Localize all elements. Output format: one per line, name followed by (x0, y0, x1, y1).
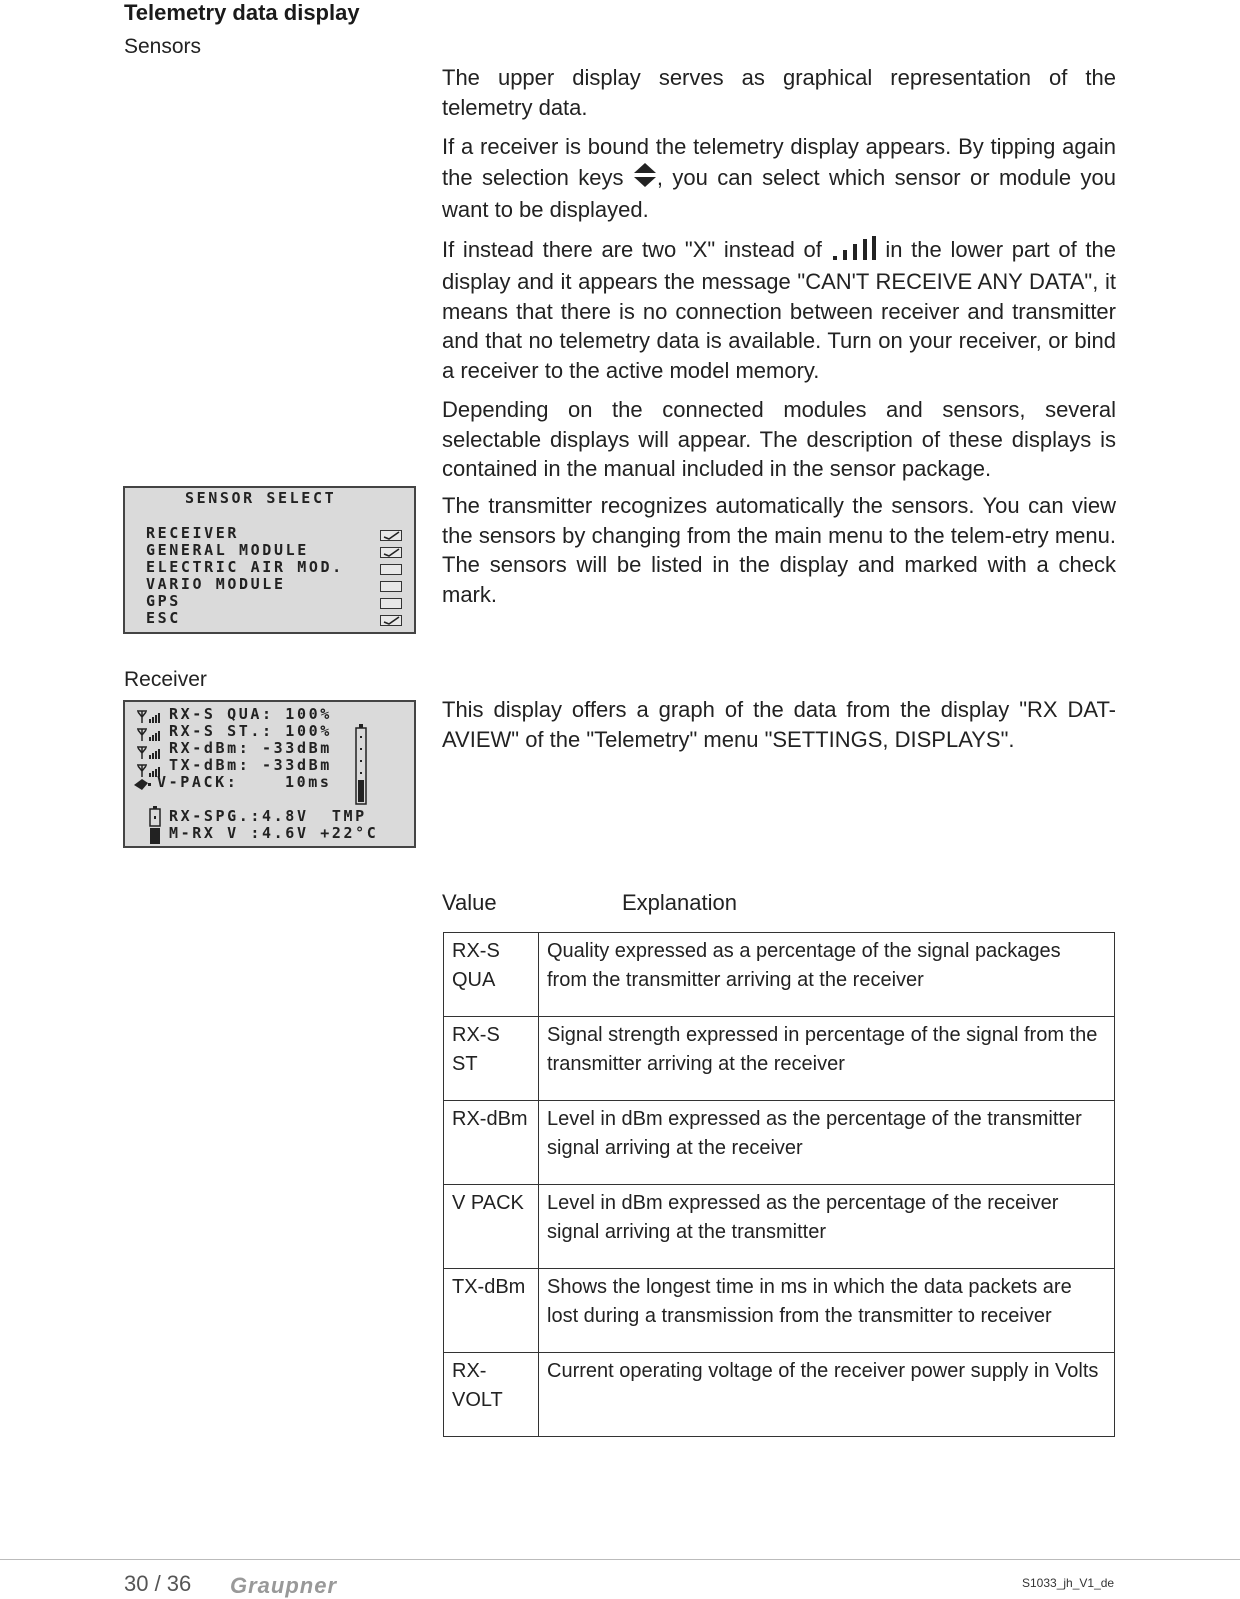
explanation-cell: Level in dBm expressed as the percentage of the receiver signal arriving at the transmitter (539, 1185, 1115, 1269)
sensor-item-label: ESC (146, 609, 181, 627)
receiver-line: TX-dBm: -33dBm (169, 756, 332, 774)
explanation-table (443, 932, 1115, 1437)
voltage-gauge-icon (149, 806, 161, 844)
table-header-explanation: Explanation (622, 890, 737, 915)
table-row (444, 1101, 1115, 1185)
sensor-checkbox (380, 581, 402, 592)
footer-divider (0, 1559, 1240, 1560)
explanation-cell: Shows the longest time in ms in which the data packets are lost during a transmission from the transmitter to receiver (539, 1269, 1115, 1353)
sensor-screen-title: SENSOR SELECT (185, 489, 337, 507)
sensor-item-label: GPS (146, 592, 181, 610)
sensor-checkbox-checked (380, 530, 402, 541)
section-title: Telemetry data display (124, 0, 360, 25)
paragraph-2-end: , you can select which sensor or module you want to be displayed. (442, 164, 1117, 222)
sensors-label: Sensors (124, 35, 202, 58)
sensor-item-label: VARIO MODULE (146, 575, 286, 593)
receiver-bottom-line: M-RX V :4.6V +22°C (169, 824, 379, 842)
signal-bars-icon (831, 236, 877, 268)
table-header-value: Value (442, 890, 497, 915)
table-row (444, 1185, 1115, 1269)
receiver-bottom-line: RX-SPG.:4.8V TMP (169, 807, 367, 825)
paragraph-4: Depending on the connected modules and sensors, several selectable displays will appear. The description of these displays is contained in the manual included in the sensor package. (442, 397, 1116, 481)
paragraph-3-start: If instead there are two "X" instead of (442, 236, 831, 262)
value-cell: RX-dBm (444, 1101, 539, 1185)
receiver-line: RX-dBm: -33dBm (169, 739, 332, 757)
sensor-checkbox-checked (380, 547, 402, 558)
receiver-screen (123, 700, 416, 848)
document-id: S1033_jh_V1_de (1022, 1576, 1115, 1590)
receiver-line: RX-S QUA: 100% (169, 705, 332, 723)
battery-pack-icon (133, 778, 153, 792)
receiver-paragraph: This display offers a graph of the data from the display "RX DAT-AVIEW" of the "Telemetry" menu "SETTINGS, DISPLAYS". (442, 697, 1116, 752)
sensors-text (442, 63, 1116, 494)
sensor-checkbox-checked (380, 615, 402, 626)
sensor-checkbox (380, 564, 402, 575)
paragraph-3 (442, 235, 1116, 386)
receiver-line: V-PACK: 10ms (157, 773, 332, 791)
table-row (444, 1017, 1115, 1101)
paragraph-1: The upper display serves as graphical representation of the telemetry data. (442, 65, 1116, 120)
sensor-select-screen (123, 486, 416, 634)
table-row (444, 1353, 1115, 1437)
paragraph-2 (442, 132, 1116, 225)
receiver-label: Receiver (124, 668, 207, 691)
value-cell: RX-S QUA (444, 933, 539, 1017)
value-cell: V PACK (444, 1185, 539, 1269)
value-cell: RX-S ST (444, 1017, 539, 1101)
paragraph-2-start: If a receiver is bound the telemetry display appears. By tipping again the selection keys (442, 134, 1116, 190)
temperature-gauge-icon (355, 724, 367, 806)
table-row (444, 933, 1115, 1017)
brand-logo: Graupner (230, 1573, 338, 1598)
explanation-cell: Signal strength expressed in percentage of the signal from the transmitter arriving at the receiver (539, 1017, 1115, 1101)
paragraph-3-end: in the lower part of the display and it appears the message "CAN'T RECEIVE ANY DATA", it means that there is no connection between receiver and transmitter and that no telemetry data is available. Turn on your receiver, or bind a receiver to the active model memory. (442, 236, 1116, 383)
explanation-cell: Quality expressed as a percentage of the signal packages from the transmitter arriving at the receiver (539, 933, 1115, 1017)
page-number: 30 / 36 (124, 1571, 192, 1596)
explanation-cell: Current operating voltage of the receiver power supply in Volts (539, 1353, 1115, 1437)
sensor-recognition-text (442, 491, 1116, 619)
explanation-cell: Level in dBm expressed as the percentage of the transmitter signal arriving at the receiver (539, 1101, 1115, 1185)
receiver-line: RX-S ST.: 100% (169, 722, 332, 740)
sensor-item-label: ELECTRIC AIR MOD. (146, 558, 344, 576)
selection-keys-icon (633, 162, 657, 196)
paragraph-5: The transmitter recognizes automatically the sensors. You can view the sensors by changing from the main menu to the telem-etry menu. The sensors will be listed in the display and marked with a check mark. (442, 493, 1116, 607)
receiver-text (442, 695, 1116, 764)
sensor-checkbox (380, 598, 402, 609)
sensor-item-label: RECEIVER (146, 524, 240, 542)
value-cell: TX-dBm (444, 1269, 539, 1353)
value-cell: RX-VOLT (444, 1353, 539, 1437)
table-row (444, 1269, 1115, 1353)
sensor-item-label: GENERAL MODULE (146, 541, 309, 559)
